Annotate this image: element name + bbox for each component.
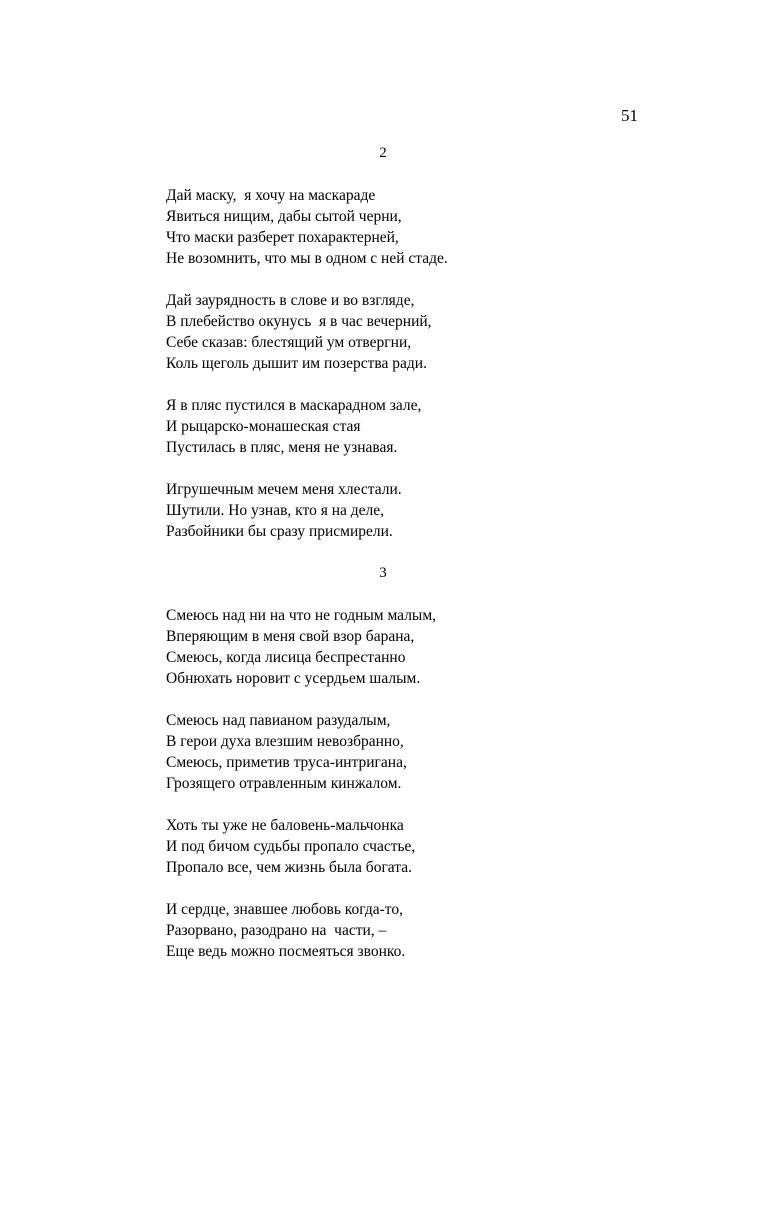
poem-line: И сердце, знавшее любовь когда-то, [166, 901, 403, 918]
stanza [166, 185, 606, 269]
stanza [166, 605, 606, 689]
poem-line: Смеюсь над павианом разудалым, [166, 712, 391, 729]
section-number: 2 [379, 145, 387, 161]
poem-section-3 [166, 563, 606, 962]
poem-line: Вперяющим в меня свой взор барана, [166, 628, 415, 645]
poem-section-2 [166, 143, 606, 542]
poem-line: Пустилась в пляс, меня не узнавая. [166, 439, 398, 456]
poem-line: Дай заурядность в слове и во взгляде, [166, 292, 415, 309]
poem-body [166, 143, 606, 983]
stanza [166, 395, 606, 458]
poem-line: Пропало все, чем жизнь была богата. [166, 859, 412, 876]
poem-line: Хоть ты уже не баловень-мальчонка [166, 817, 404, 834]
poem-line: Обнюхать норовит с усердьем шалым. [166, 670, 421, 687]
poem-line: Игрушечным мечем меня хлестали. [166, 481, 402, 498]
poem-line: Грозящего отравленным кинжалом. [166, 775, 402, 792]
section-number: 3 [379, 565, 387, 581]
poem-line: И под бичом судьбы пропало счастье, [166, 838, 416, 855]
stanza [166, 710, 606, 794]
stanza [166, 479, 606, 542]
poem-line: Разбойники бы сразу присмирели. [166, 523, 393, 540]
poem-line: Что маски разберет похарактерней, [166, 229, 399, 246]
poem-line: Коль щеголь дышит им позерства ради. [166, 355, 427, 372]
poem-line: Смеюсь, когда лисица беспрестанно [166, 649, 406, 666]
poem-line: Смеюсь над ни на что не годным малым, [166, 607, 437, 624]
stanza [166, 815, 606, 878]
poem-line: Еще ведь можно посмеяться звонко. [166, 943, 406, 960]
stanza [166, 899, 606, 962]
poem-line: Разорвано, разодрано на части, – [166, 922, 387, 939]
poem-line: В плебейство окунусь я в час вечерний, [166, 313, 432, 330]
page-number: 51 [621, 106, 638, 125]
poem-line: Смеюсь, приметив труса-интригана, [166, 754, 407, 771]
poem-line: Шутили. Но узнав, кто я на деле, [166, 502, 384, 519]
poem-line: Я в пляс пустился в маскарадном зале, [166, 397, 422, 414]
stanza [166, 290, 606, 374]
poem-line: Явиться нищим, дабы сытой черни, [166, 208, 402, 225]
poem-line: Не возомнить, что мы в одном с ней стаде. [166, 250, 448, 267]
poem-line: В герои духа влезшим невозбранно, [166, 733, 404, 750]
poem-line: Себе сказав: блестящий ум отвергни, [166, 334, 412, 351]
poem-line: Дай маску, я хочу на маскараде [166, 187, 376, 204]
poem-line: И рыцарско-монашеская стая [166, 418, 361, 435]
